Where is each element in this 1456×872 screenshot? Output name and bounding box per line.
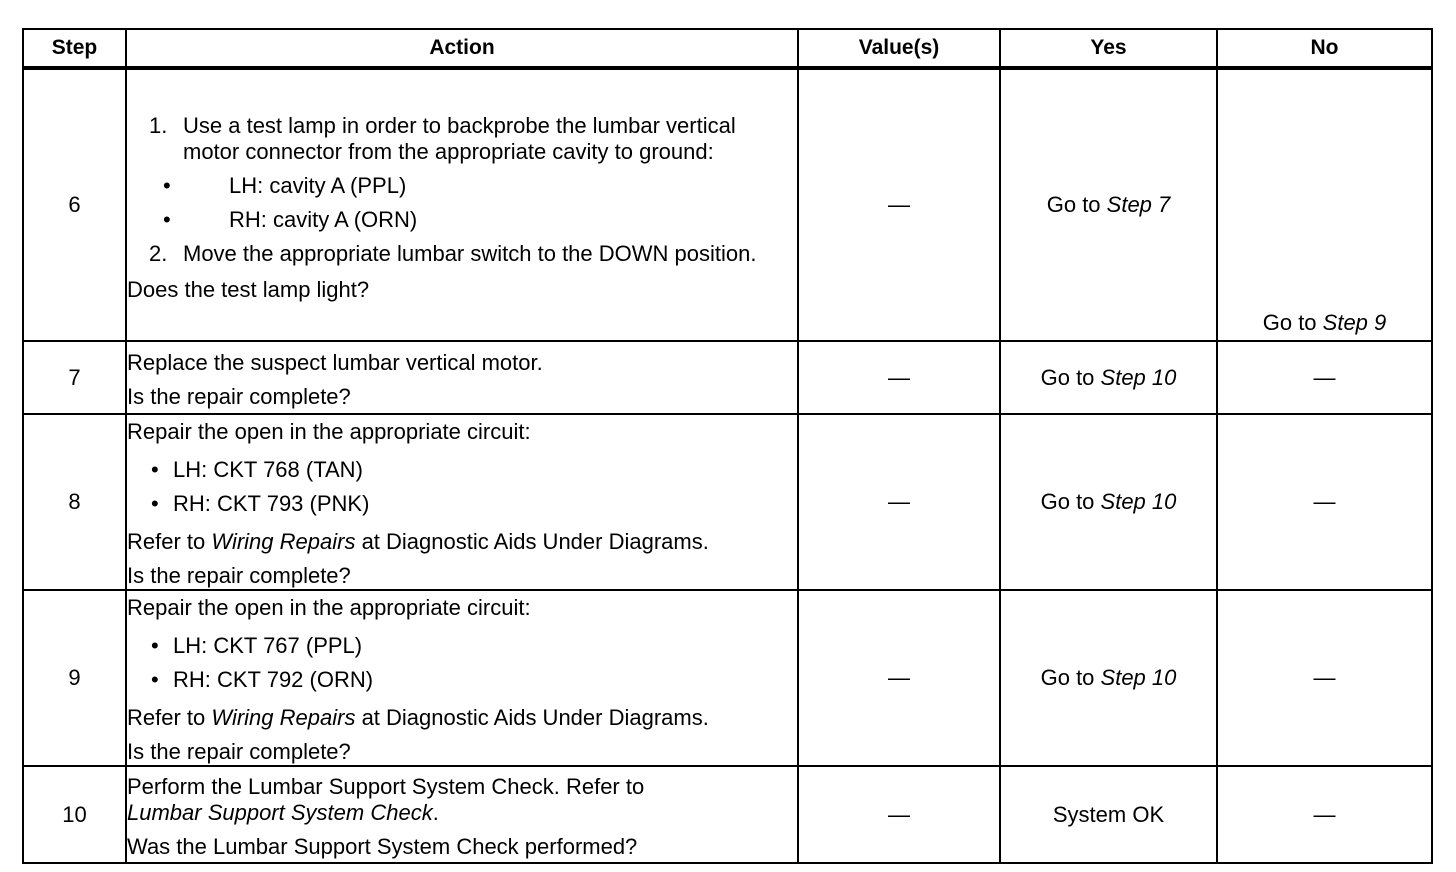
header-yes: Yes xyxy=(1000,29,1217,68)
dash-text: — xyxy=(1313,665,1336,690)
bullet-item: • RH: cavity A (ORN) xyxy=(137,207,797,233)
item-text: Use a test lamp in order to backprobe the lumbar vertical motor connector from the appropriate cavity to ground: xyxy=(183,113,736,164)
question-text: Was the Lumbar Support System Check performed? xyxy=(127,833,638,859)
bullet-item: • RH: CKT 792 (ORN) xyxy=(127,667,797,693)
table-row xyxy=(23,68,1432,341)
yes-cell xyxy=(1000,68,1217,341)
item-text: Move the appropriate lumbar switch to the DOWN position. xyxy=(183,241,757,266)
item-number: 2. xyxy=(149,241,168,266)
yes-cell xyxy=(1000,590,1217,766)
step-link[interactable]: Step 10 xyxy=(1100,665,1177,690)
step-number: 6 xyxy=(23,68,126,341)
step-number: 9 xyxy=(23,590,126,766)
question-text: Does the test lamp light? xyxy=(127,277,370,302)
no-cell xyxy=(1217,766,1432,863)
refer-text xyxy=(127,800,797,830)
goto-prefix: Go to xyxy=(1262,310,1323,335)
header-row xyxy=(23,29,1432,68)
table-row xyxy=(23,590,1432,766)
list-item xyxy=(127,113,797,233)
action-cell xyxy=(126,341,798,414)
question-text: Is the repair complete? xyxy=(127,563,351,588)
refer-prefix: Refer to xyxy=(127,705,212,730)
goto-prefix: Go to xyxy=(1046,192,1107,217)
value-cell xyxy=(798,414,1000,590)
bullet-list xyxy=(137,173,797,233)
wiring-repairs-link[interactable]: Wiring Repairs xyxy=(211,705,356,730)
action-cell xyxy=(126,590,798,766)
refer-suffix: . xyxy=(432,799,439,825)
numbered-list xyxy=(127,113,797,267)
dash-text: — xyxy=(888,665,910,690)
dash-text: — xyxy=(1313,489,1336,514)
action-cell xyxy=(126,766,798,863)
bullet-item: • LH: CKT 768 (TAN) xyxy=(127,457,797,483)
table-row xyxy=(23,341,1432,414)
question-text: Is the repair complete? xyxy=(127,739,351,764)
instruction-text: Repair the open in the appropriate circuit: xyxy=(127,595,531,620)
refer-text xyxy=(127,525,797,559)
no-cell xyxy=(1217,414,1432,590)
goto-prefix: Go to xyxy=(1040,665,1101,690)
value-cell xyxy=(798,341,1000,414)
yes-cell xyxy=(1000,766,1217,863)
refer-suffix: at Diagnostic Aids Under Diagrams. xyxy=(355,529,709,554)
table-row xyxy=(23,766,1432,863)
dash-text: — xyxy=(888,801,910,827)
header-no: No xyxy=(1217,29,1432,68)
bullet-list xyxy=(127,457,797,517)
yes-cell xyxy=(1000,414,1217,590)
no-cell xyxy=(1217,341,1432,414)
header-values: Value(s) xyxy=(798,29,1000,68)
bullet-item: • LH: CKT 767 (PPL) xyxy=(127,633,797,659)
instruction-text: Replace the suspect lumbar vertical motor. xyxy=(127,349,543,375)
dash-text: — xyxy=(1313,801,1336,827)
refer-prefix: Refer to xyxy=(127,529,212,554)
step-number: 8 xyxy=(23,414,126,590)
value-cell xyxy=(798,590,1000,766)
instruction-text: Repair the open in the appropriate circuit: xyxy=(127,419,531,444)
goto-prefix: Go to xyxy=(1040,364,1101,390)
dash-text: — xyxy=(1313,364,1336,390)
instruction-text: Perform the Lumbar Support System Check. Refer to xyxy=(127,773,645,799)
dash-text: — xyxy=(888,364,910,390)
step-link[interactable]: Step 10 xyxy=(1100,364,1177,390)
action-cell xyxy=(126,68,798,341)
bullet-item: • RH: CKT 793 (PNK) xyxy=(127,491,797,517)
no-cell xyxy=(1217,590,1432,766)
yes-cell xyxy=(1000,341,1217,414)
step-number: 7 xyxy=(23,341,126,414)
system-ok-text: System OK xyxy=(1052,801,1165,827)
item-number: 1. xyxy=(149,113,168,138)
header-step: Step xyxy=(23,29,126,68)
value-cell xyxy=(798,766,1000,863)
step-link[interactable]: Step 10 xyxy=(1100,489,1177,514)
step-link[interactable]: Step 9 xyxy=(1322,310,1387,335)
bullet-list xyxy=(127,633,797,693)
wiring-repairs-link[interactable]: Wiring Repairs xyxy=(211,529,356,554)
refer-text xyxy=(127,701,797,735)
dash-text: — xyxy=(888,489,910,514)
lumbar-check-link[interactable]: Lumbar Support System Check xyxy=(127,799,433,825)
value-cell xyxy=(798,68,1000,341)
no-cell xyxy=(1217,68,1432,341)
diagnostic-table xyxy=(22,28,1433,864)
refer-suffix: at Diagnostic Aids Under Diagrams. xyxy=(355,705,709,730)
header-action: Action xyxy=(126,29,798,68)
question-text: Is the repair complete? xyxy=(127,383,351,409)
goto-prefix: Go to xyxy=(1040,489,1101,514)
step-number: 10 xyxy=(23,766,126,863)
list-item xyxy=(127,241,797,267)
table-row xyxy=(23,414,1432,590)
bullet-item: • LH: cavity A (PPL) xyxy=(137,173,797,199)
step-link[interactable]: Step 7 xyxy=(1106,192,1171,217)
action-cell xyxy=(126,414,798,590)
dash-text: — xyxy=(888,192,910,217)
